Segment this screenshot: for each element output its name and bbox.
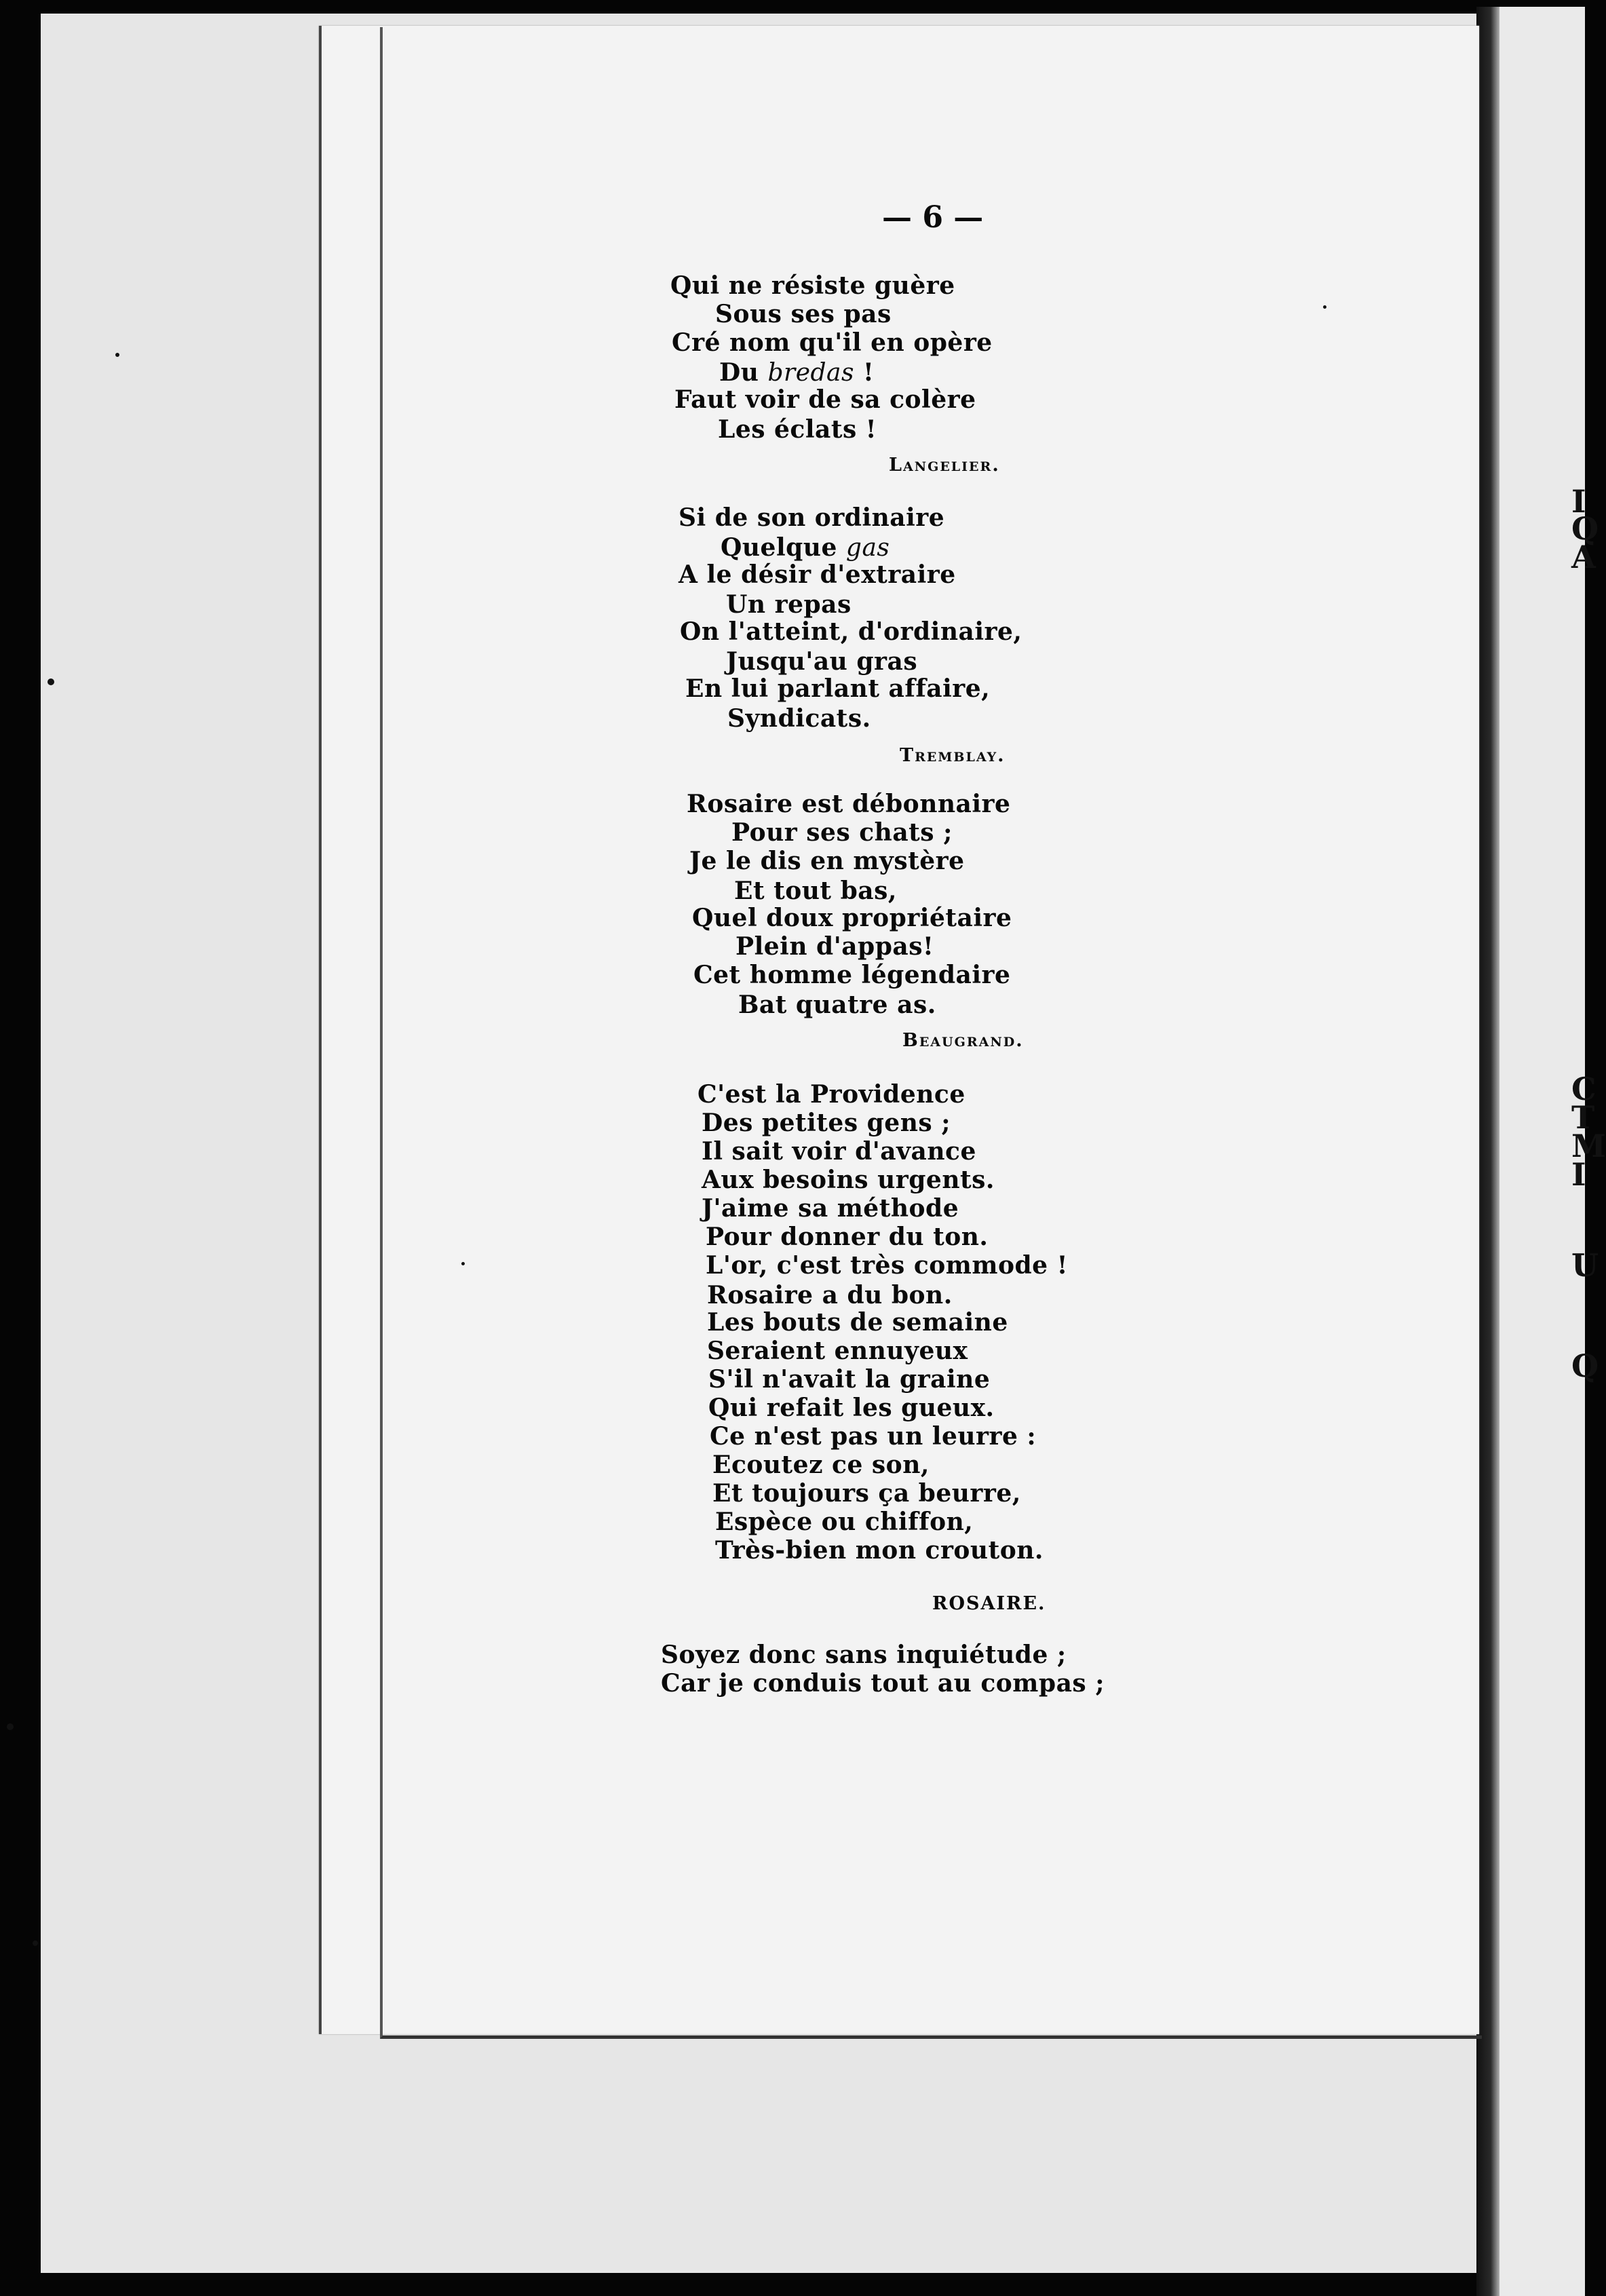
verse-line <box>721 533 890 562</box>
cropped-edge-letter: Q <box>1571 510 1599 547</box>
verse-line: Aux besoins urgents. <box>702 1166 995 1194</box>
verse-line: On l'atteint, d'ordinaire, <box>680 617 1022 646</box>
verse-line: Cré nom qu'il en opère <box>672 328 993 357</box>
speaker-name: ROSAIRE. <box>932 1593 1046 1614</box>
verse-line: Il sait voir d'avance <box>702 1137 976 1166</box>
verse-line: L'or, c'est très commode ! <box>706 1251 1068 1280</box>
verse-line: Qui refait les gueux. <box>708 1394 995 1422</box>
verse-line <box>719 358 874 387</box>
verse-line: Plein d'appas! <box>735 932 934 961</box>
verse-line: Cet homme légendaire <box>693 961 1011 989</box>
verse-line: J'aime sa méthode <box>702 1194 959 1223</box>
verse-line: Je le dis en mystère <box>689 847 965 875</box>
verse-line: S'il n'avait la graine <box>708 1365 991 1394</box>
verse-line: Très-bien mon crouton. <box>715 1536 1044 1565</box>
verse-line: Ecoutez ce son, <box>712 1451 930 1479</box>
cropped-edge-letter: A <box>1571 539 1596 575</box>
cropped-edge-letter: I <box>1571 483 1586 520</box>
verse-italic-word: gas <box>845 534 890 562</box>
verse-line: Et tout bas, <box>734 877 897 905</box>
verse-line: Faut voir de sa colère <box>674 385 976 414</box>
verse-line: Pour ses chats ; <box>731 818 953 847</box>
verse-line: Les éclats ! <box>718 415 877 444</box>
verse-line: Sous ses pas <box>715 300 892 328</box>
cropped-edge-letter: I <box>1571 1156 1586 1193</box>
verse-line: Rosaire est débonnaire <box>687 790 1011 818</box>
speaker-name: Tremblay. <box>900 745 1006 766</box>
verse-line: Espèce ou chiffon, <box>715 1508 974 1536</box>
page-number: — 6 — <box>882 200 984 235</box>
verse-line: Ce n'est pas un leurre : <box>710 1422 1037 1451</box>
verse-line: Les bouts de semaine <box>707 1308 1008 1337</box>
verse-text: ! <box>854 358 875 387</box>
cropped-edge-letter: T <box>1571 1099 1595 1136</box>
cropped-edge-letter: U <box>1571 1247 1599 1284</box>
speaker-name: Beaugrand. <box>902 1030 1024 1051</box>
verse-line: Rosaire a du bon. <box>707 1281 953 1309</box>
verse-line: Bat quatre as. <box>738 991 936 1019</box>
verse-line: Un repas <box>726 590 852 619</box>
verse-line: Soyez donc sans inquiétude ; <box>661 1641 1067 1669</box>
verse-line: Qui ne résiste guère <box>670 271 955 300</box>
verse-italic-word: bredas <box>767 359 854 387</box>
cropped-edge-letter: Q <box>1571 1347 1599 1384</box>
verse-line: Si de son ordinaire <box>678 503 945 532</box>
verse-text: Quelque <box>721 533 846 562</box>
verse-line: Des petites gens ; <box>702 1109 951 1137</box>
cropped-edge-letter: M <box>1571 1128 1606 1164</box>
verse-line: En lui parlant affaire, <box>685 674 991 703</box>
verse-line: C'est la Providence <box>697 1080 965 1109</box>
verse-line: Pour donner du ton. <box>706 1223 989 1251</box>
cropped-edge-letter: C <box>1571 1071 1597 1107</box>
verse-line: Quel doux propriétaire <box>692 904 1012 932</box>
verse-line: Syndicats. <box>727 704 871 733</box>
verse-line: Jusqu'au gras <box>726 647 918 676</box>
verse-text: Du <box>719 358 768 387</box>
verse-line: Car je conduis tout au compas ; <box>661 1669 1105 1698</box>
verse-line: A le désir d'extraire <box>678 560 956 589</box>
verse-line: Et toujours ça beurre, <box>712 1479 1021 1508</box>
verse-line: Seraient ennuyeux <box>707 1337 968 1365</box>
speaker-name: Langelier. <box>889 455 1000 476</box>
